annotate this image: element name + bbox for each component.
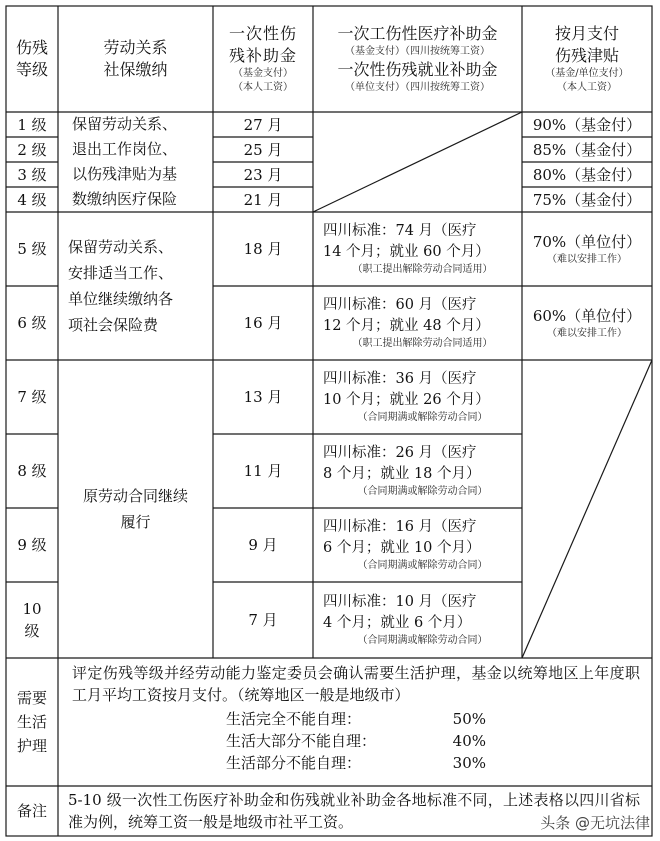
sichuan-standard-note: （职工提出解除劳动合同适用）	[352, 264, 493, 275]
header-social	[58, 6, 213, 112]
sichuan-standard-note: （合同期满或解除劳动合同）	[357, 412, 488, 423]
header-employ-title: 一次性伤残就业补助金	[337, 60, 498, 79]
grade-label: 8 级	[17, 462, 47, 480]
sichuan-standard-text: 四川标准：60 月（医疗 12 个月；就业 48 个月）	[323, 297, 490, 334]
header-monthly-title: 按月支付 伤残津贴	[554, 24, 619, 65]
care-label: 需要 生活 护理	[16, 689, 47, 755]
monthly-allowance-value: 80%（基金付）	[532, 165, 642, 184]
grade-label: 10 级	[22, 600, 42, 640]
header-employ-note: （单位支付）（四川按统筹工资）	[345, 82, 490, 93]
lump-sum-cell	[213, 162, 313, 187]
grade-cell	[6, 112, 58, 137]
social-security-group-a	[58, 112, 213, 212]
header-grade-text: 伤残等级	[15, 38, 48, 79]
header-lump-sum	[213, 6, 313, 112]
header-lump-note-wage: （本人工资）	[233, 82, 293, 93]
grade-label: 5 级	[17, 240, 47, 258]
header-grade	[6, 6, 58, 112]
grade-label: 4 级	[17, 190, 47, 209]
watermark: 头条 @无坑法律	[540, 814, 650, 832]
social-security-group-c	[58, 360, 213, 658]
care-level-rate: 30%	[452, 754, 486, 772]
lump-sum-cell	[213, 360, 313, 434]
sichuan-standard-cell	[313, 286, 522, 360]
grade-label: 3 级	[17, 165, 47, 184]
monthly-allowance-note: （难以安排工作）	[547, 328, 627, 339]
grade-label: 7 级	[17, 388, 47, 406]
lump-sum-cell	[213, 212, 313, 286]
grade-cell	[6, 187, 58, 212]
monthly-allowance-cell	[522, 112, 652, 137]
care-level-row	[226, 708, 486, 730]
lump-sum-cell	[213, 112, 313, 137]
grade-cell	[6, 286, 58, 360]
lump-sum-cell	[213, 137, 313, 162]
sichuan-standard-cell	[313, 508, 522, 582]
sichuan-standard-text: 四川标准：16 月（医疗 6 个月；就业 10 个月）	[323, 519, 481, 556]
lump-sum-value: 21 月	[243, 190, 283, 209]
care-level-rate: 40%	[452, 732, 486, 750]
grade-cell	[6, 212, 58, 286]
grade-cell	[6, 162, 58, 187]
social-security-group-b	[58, 212, 213, 360]
sichuan-standard-text: 四川标准：36 月（医疗 10 个月；就业 26 个月）	[323, 371, 490, 408]
grade-cell	[6, 360, 58, 434]
grade-label: 1 级	[17, 115, 47, 134]
care-level-row	[226, 730, 486, 752]
monthly-allowance-note: （难以安排工作）	[547, 254, 627, 265]
monthly-allowance-value: 60%（单位付）	[532, 307, 642, 325]
social-security-text: 保留劳动关系、 退出工作岗位、 以伤残津贴为基 数缴纳医疗保险	[72, 115, 178, 208]
care-level-row	[226, 752, 486, 774]
care-level-name: 生活完全不能自理：	[226, 710, 362, 728]
lump-sum-value: 9 月	[248, 536, 278, 554]
sichuan-standard-text: 四川标准：26 月（医疗 8 个月；就业 18 个月）	[323, 445, 481, 482]
lump-sum-cell	[213, 434, 313, 508]
care-levels	[226, 708, 486, 774]
header-monthly-note-wage: （本人工资）	[557, 82, 617, 93]
lump-sum-value: 25 月	[243, 140, 283, 159]
monthly-allowance-value: 85%（基金付）	[532, 140, 642, 159]
sichuan-standard-cell	[313, 434, 522, 508]
lump-sum-value: 18 月	[243, 240, 283, 258]
care-level-name: 生活部分不能自理：	[226, 754, 362, 772]
lump-sum-cell	[213, 286, 313, 360]
remark-label: 备注	[16, 802, 47, 820]
sichuan-standard-cell	[313, 582, 522, 658]
sichuan-standard-cell	[313, 212, 522, 286]
grade-cell	[6, 582, 58, 658]
grade-cell	[6, 137, 58, 162]
grade-cell	[6, 434, 58, 508]
empty-cell-diagonal	[522, 360, 652, 658]
header-medical-employment	[313, 6, 522, 112]
empty-cell-diagonal	[313, 112, 522, 212]
header-lump-note-fund: （基金支付）	[233, 68, 293, 79]
header-monthly	[522, 6, 652, 112]
care-level-name: 生活大部分不能自理：	[226, 732, 377, 750]
care-label-cell	[6, 658, 58, 786]
sichuan-standard-note: （合同期满或解除劳动合同）	[357, 560, 488, 571]
grade-cell	[6, 508, 58, 582]
monthly-allowance-cell	[522, 137, 652, 162]
lump-sum-cell	[213, 582, 313, 658]
header-medical-note: （基金支付）（四川按统筹工资）	[345, 46, 490, 57]
monthly-allowance-cell	[522, 162, 652, 187]
sichuan-standard-text: 四川标准：74 月（医疗 14 个月；就业 60 个月）	[323, 223, 490, 260]
lump-sum-value: 16 月	[243, 314, 283, 332]
lump-sum-cell	[213, 187, 313, 212]
care-content-cell	[58, 658, 652, 786]
lump-sum-value: 23 月	[243, 165, 283, 184]
grade-label: 2 级	[17, 140, 47, 159]
lump-sum-cell	[213, 508, 313, 582]
monthly-allowance-value: 75%（基金付）	[532, 190, 642, 209]
social-security-text: 保留劳动关系、 安排适当工作、 单位继续缴纳各 项社会保险费	[68, 238, 174, 334]
header-lump-title: 一次性伤 残补助金	[228, 24, 297, 65]
lump-sum-value: 7 月	[248, 611, 278, 629]
remark-label-cell	[6, 786, 58, 836]
lump-sum-value: 27 月	[243, 115, 283, 134]
monthly-allowance-cell	[522, 212, 652, 286]
lump-sum-value: 11 月	[243, 462, 283, 480]
lump-sum-value: 13 月	[243, 388, 283, 406]
care-description: 评定伤残等级并经劳动能力鉴定委员会确认需要生活护理，基金以统筹地区上年度职工月平均工资按月支付。（统筹地区一般是地级市）	[72, 664, 640, 704]
header-monthly-note-payer: （基金/单位支付）	[545, 68, 629, 79]
sichuan-standard-note: （职工提出解除劳动合同适用）	[352, 338, 493, 349]
sichuan-standard-cell	[313, 360, 522, 434]
monthly-allowance-value: 90%（基金付）	[532, 115, 642, 134]
remark-text: 5-10 级一次性工伤医疗补助金和伤残就业补助金各地标准不同，上述表格以四川省标准为例，统筹工资一般是地级市社平工资。	[68, 791, 640, 831]
grade-label: 6 级	[17, 314, 47, 332]
header-medical-title: 一次工伤性医疗补助金	[337, 24, 498, 43]
sichuan-standard-text: 四川标准：10 月（医疗 4 个月；就业 6 个月）	[323, 594, 477, 631]
care-level-rate: 50%	[452, 710, 486, 728]
monthly-allowance-cell	[522, 187, 652, 212]
sichuan-standard-note: （合同期满或解除劳动合同）	[357, 486, 488, 497]
social-security-text: 原劳动合同继续 履行	[82, 487, 188, 531]
monthly-allowance-value: 70%（单位付）	[532, 233, 642, 251]
grade-label: 9 级	[17, 536, 47, 554]
monthly-allowance-cell	[522, 286, 652, 360]
header-social-text: 劳动关系 社保缴纳	[103, 38, 168, 79]
sichuan-standard-note: （合同期满或解除劳动合同）	[357, 635, 488, 646]
